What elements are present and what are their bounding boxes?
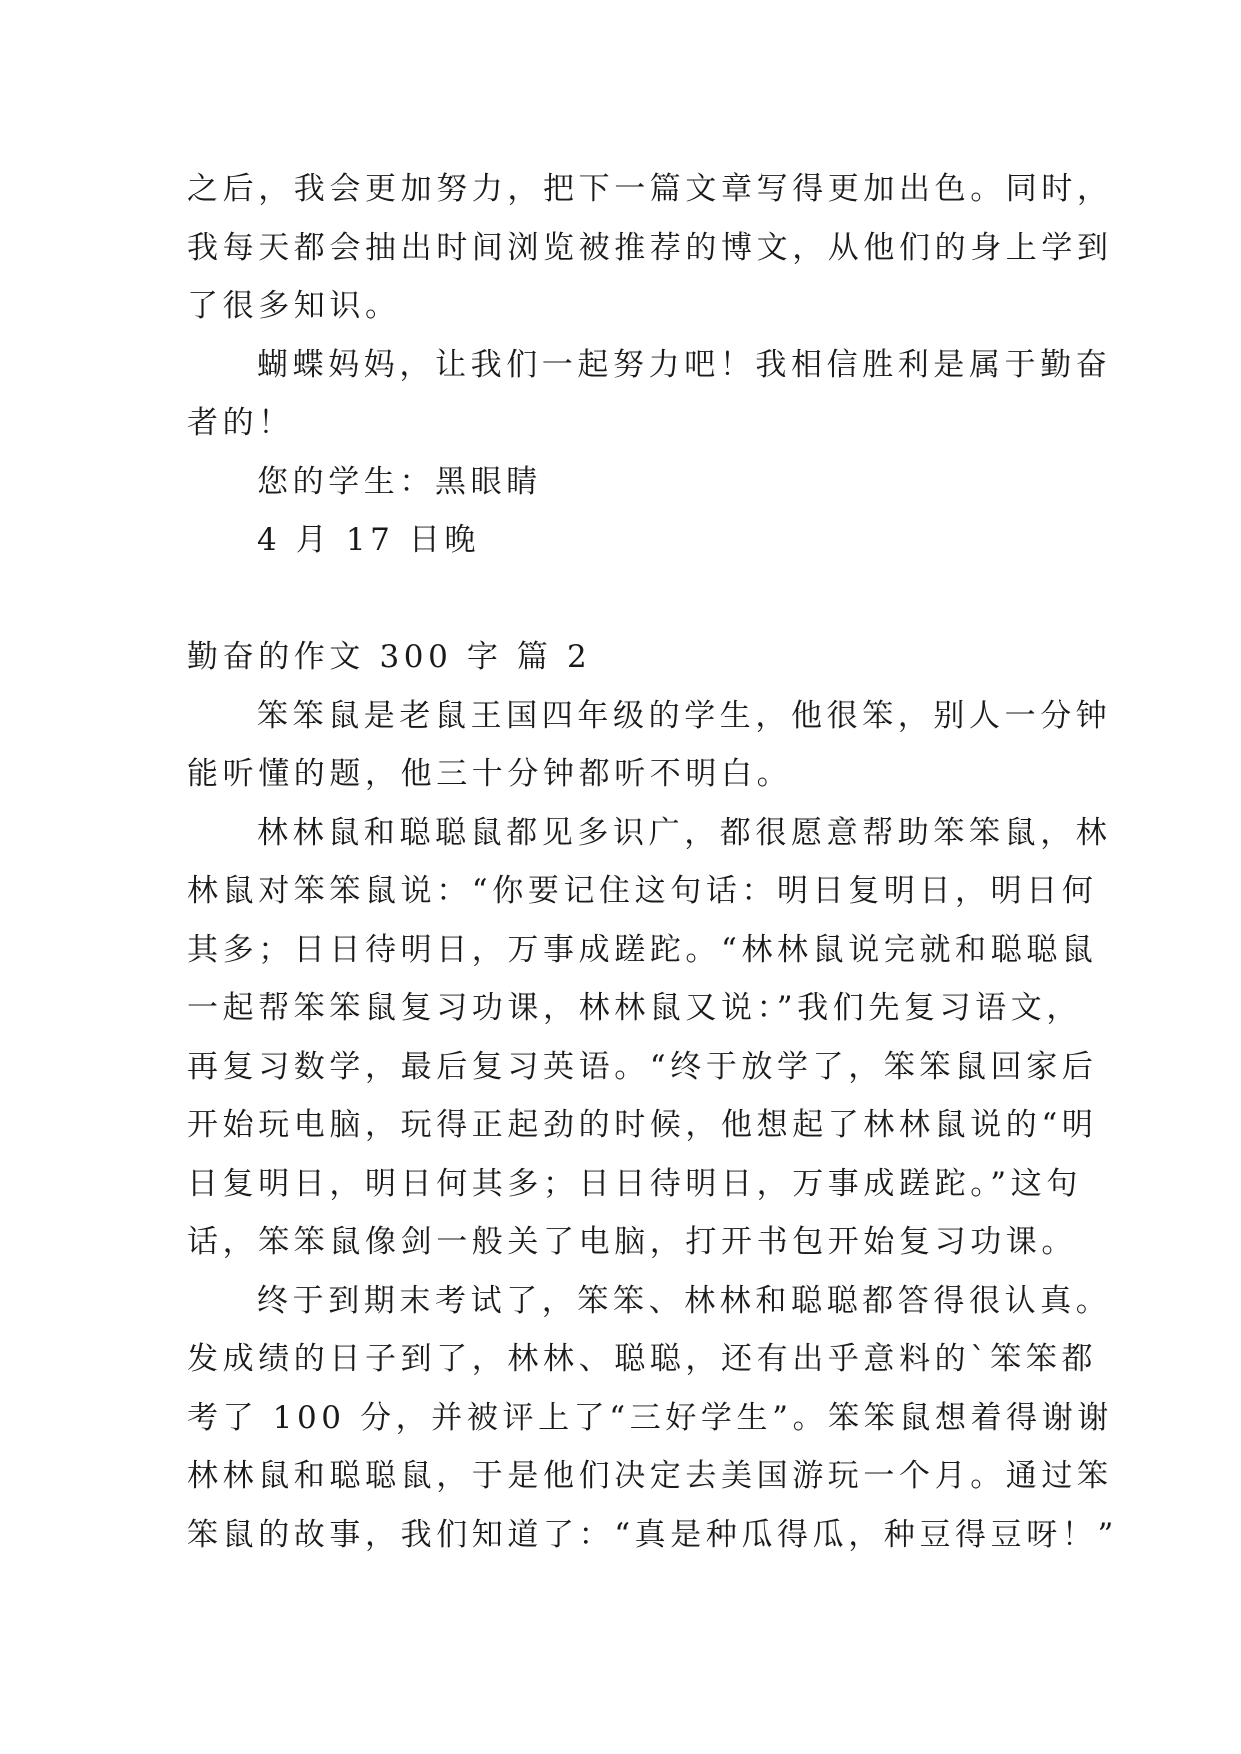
paragraph-line: 林林鼠和聪聪鼠，于是他们决定去美国游玩一个月。通过笨	[187, 1458, 1113, 1494]
paragraph-line: 蝴蝶妈妈，让我们一起努力吧！我相信胜利是属于勤奋	[257, 346, 1112, 383]
signature-line: 您的学生：黑眼睛	[257, 463, 542, 500]
paragraph-line: 话，笨笨鼠像剑一般关了电脑，打开书包开始复习功课。	[187, 1224, 1077, 1260]
paragraph-line: 之后，我会更加努力，把下一篇文章写得更加出色。同时，	[187, 171, 1113, 207]
paragraph-line: 一起帮笨笨鼠复习功课，林林鼠又说：”我们先复习语文，	[187, 990, 1082, 1026]
paragraph-line: 其多；日日待明日，万事成蹉跎。“林林鼠说完就和聪聪鼠	[187, 931, 1098, 968]
document-body	[187, 160, 1118, 1564]
blank-line	[187, 570, 1067, 629]
paragraph-line: 发成绩的日子到了，林林、聪聪，还有出乎意料的`笨笨都	[187, 1341, 1098, 1377]
paragraph-line: 日复明日，明日何其多；日日待明日，万事成蹉跎。”这句	[187, 1165, 1082, 1202]
paragraph-line: 笨鼠的故事，我们知道了：“真是种瓜得瓜，种豆得豆呀！”	[187, 1516, 1118, 1553]
paragraph-line: 开始玩电脑，玩得正起劲的时候，他想起了林林鼠说的“明	[187, 1107, 1098, 1143]
paragraph-line: 林林鼠和聪聪鼠都见多识广，都很愿意帮助笨笨鼠，林	[257, 814, 1112, 851]
paragraph-line: 我每天都会抽出时间浏览被推荐的博文，从他们的身上学到	[187, 229, 1113, 266]
paragraph-line: 再复习数学，最后复习英语。“终于放学了，笨笨鼠回家后	[187, 1048, 1098, 1085]
paragraph-line: 了很多知识。	[187, 288, 401, 324]
date-line: 4 月 17 日晚	[257, 522, 481, 558]
paragraph-line: 者的！	[187, 405, 294, 441]
paragraph-line: 终于到期末考试了，笨笨、林林和聪聪都答得很认真。	[257, 1282, 1112, 1319]
paragraph-line: 能听懂的题，他三十分钟都听不明白。	[187, 756, 793, 792]
paragraph-line: 笨笨鼠是老鼠王国四年级的学生，他很笨，别人一分钟	[257, 697, 1112, 734]
paragraph-line: 林鼠对笨笨鼠说：“你要记住这句话：明日复明日，明日何	[187, 873, 1098, 909]
paragraph-line: 考了 100 分，并被评上了“三好学生”。笨笨鼠想着得谢谢	[187, 1399, 1113, 1436]
section-title: 勤奋的作文 300 字 篇 2	[187, 639, 592, 675]
